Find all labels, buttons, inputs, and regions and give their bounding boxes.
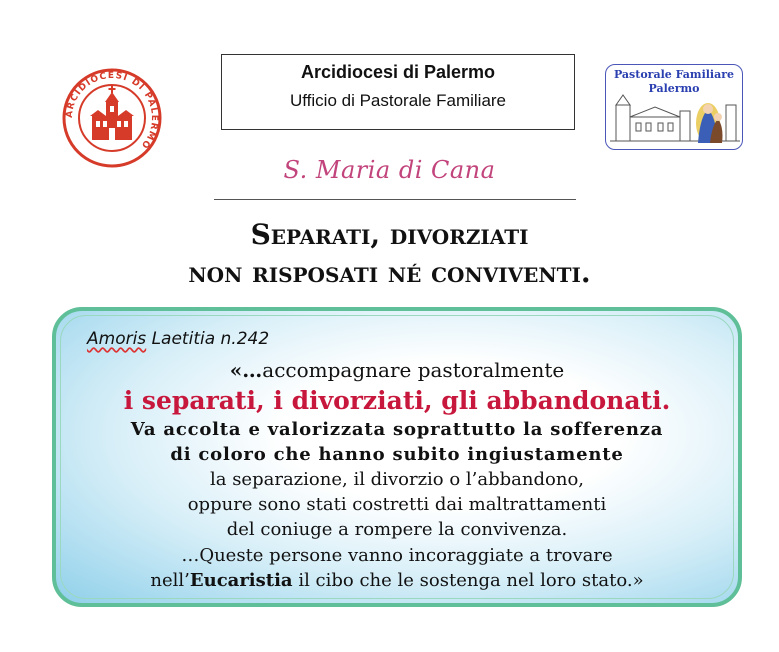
- eucaristia-word: Eucaristia: [189, 570, 293, 591]
- archdiocese-seal-icon: [62, 68, 162, 168]
- logo-title-line1: Pastorale Familiare: [613, 68, 735, 81]
- archdiocese-name: Arcidiocesi di Palermo: [300, 62, 496, 82]
- quote-line9-post: il cibo che le sostenga nel loro stato.»: [292, 570, 644, 591]
- quote-line3: Va accolta e valorizzata soprattutto la sofferenza: [130, 419, 664, 440]
- quote-open: «…: [229, 358, 263, 382]
- logo-title: [606, 68, 742, 96]
- quote-line4: di coloro che hanno subito ingiustamente: [170, 444, 624, 465]
- divider-rule: [214, 199, 576, 200]
- quote-line1: [52, 358, 742, 382]
- quote-line9: [52, 570, 742, 591]
- quote-reference: [87, 329, 269, 349]
- quote-line7: del coniuge a rompere la convivenza.: [226, 519, 568, 540]
- quote-line1-rest: accompagnare pastoralmente: [262, 358, 565, 382]
- office-header-box: [221, 54, 575, 130]
- seal-ring-text: ARCIDIOCESI DI PALERMO: [64, 70, 160, 151]
- group-name-subtitle: S. Maria di Cana: [283, 156, 496, 184]
- logo-title-line2: Palermo: [648, 82, 700, 95]
- quote-line5: la separazione, il divorzio o l’abbandono,: [209, 469, 585, 490]
- title-line1: Separati, divorziati: [250, 218, 529, 251]
- quote-line8: …Queste persone vanno incoraggiate a trovare: [181, 545, 613, 566]
- quote-highlight: i separati, i divorziati, gli abbandonati.: [123, 386, 671, 415]
- office-name: Ufficio di Pastorale Familiare: [289, 91, 507, 110]
- reference-prefix: Amoris: [87, 329, 147, 349]
- quote-line6: oppure sono stati costretti dai maltrattamenti: [187, 494, 607, 515]
- quote-line9-pre: nell’: [150, 570, 190, 591]
- title-line2: non risposati né conviventi.: [188, 256, 591, 289]
- pastorale-logo: [605, 64, 743, 150]
- reference-suffix: Laetitia n.242: [151, 329, 270, 349]
